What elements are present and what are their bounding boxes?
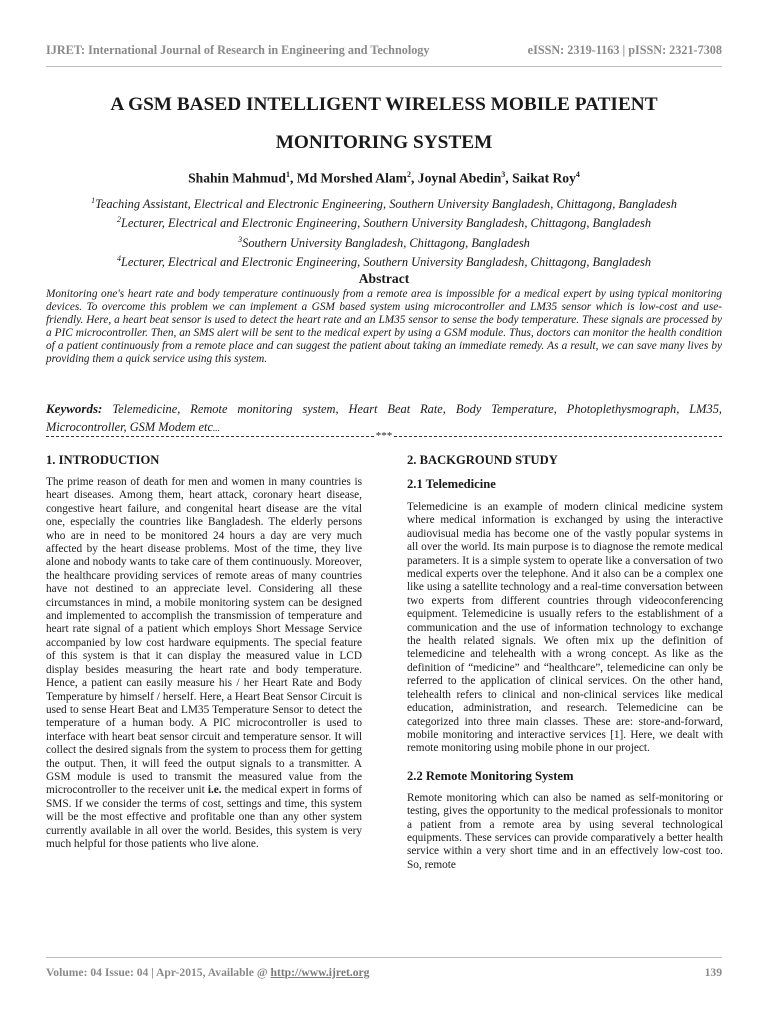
- affiliation-mark: 4: [116, 254, 121, 264]
- subsection-heading: 2.1 Telemedicine: [407, 477, 496, 491]
- affiliation: [40, 232, 728, 251]
- separator-dash-left: [46, 436, 374, 437]
- affiliation-list: [40, 193, 728, 271]
- affiliation: [40, 212, 728, 231]
- affiliation-text: Lecturer, Electrical and Electronic Engineering, Southern University Bangladesh, Chittagong, Bangladesh: [120, 216, 652, 231]
- author-mark: 1: [285, 170, 290, 179]
- footer-url-link[interactable]: http://www.ijret.org: [270, 966, 370, 979]
- affiliation: [40, 251, 728, 270]
- affiliation-text: Teaching Assistant, Electrical and Electronic Engineering, Southern University Bangladesh, Chittagong, Bangladesh: [95, 197, 677, 212]
- separator-stars: ***: [375, 430, 393, 442]
- abstract-heading: Abstract: [358, 271, 410, 286]
- journal-name: IJRET: International Journal of Research in Engineering and Technology: [46, 43, 430, 57]
- right-column: [407, 452, 723, 872]
- footer-volume-text: Volume: 04 Issue: 04 | Apr-2015, Available @: [46, 966, 271, 979]
- subsection-heading: 2.2 Remote Monitoring System: [407, 768, 574, 783]
- affiliation-text: Southern University Bangladesh, Chittagong, Bangladesh: [242, 235, 530, 250]
- author-name: Saikat Roy: [512, 170, 576, 186]
- paper-title: [40, 86, 728, 162]
- introduction-text: [46, 476, 362, 851]
- intro-text-part: the medical expert in forms of SMS. If we consider the terms of cost, settings and time, this system will be the most effective and profitable one than any other system currently available in all over the world. Besides, this system is very much helpful for those patients who live alone.: [46, 784, 363, 850]
- section-separator: [46, 431, 722, 441]
- author-separator: ,: [289, 170, 297, 186]
- footer-rule: [46, 957, 722, 958]
- author-mark: 4: [575, 170, 580, 179]
- author-name: Joynal Abedin: [417, 170, 502, 186]
- author-mark: 3: [501, 170, 506, 179]
- keywords-label: Keywords:: [46, 401, 103, 416]
- abstract-text: Monitoring one's heart rate and body temperature continuously from a remote area is impossible for a medical expert by using typical monitoring devices. To overcome this problem we can implement a GSM based system using microcontroller and LM35 sensor which is low-cost and use-friendly. Here, a heart beat sensor is used to detect the heart rate and an LM35 sensor to sense the body temperature. These signals are processed by a PIC microcontroller. Then, an SMS alert will be sent to the medical expert by using a GSM module. Thus, doctors can monitor the health condition of a patient continuously from a remote place and can suggest the patient about taking an immediate remedy. As a result, we can save many lives by providing them a quick service using this system.: [46, 288, 722, 365]
- affiliation-text: Lecturer, Electrical and Electronic Engineering, Southern University Bangladesh, Chittagong, Bangladesh: [120, 255, 652, 270]
- author-separator: ,: [505, 170, 513, 186]
- keywords-text: Telemedicine, Remote monitoring system, Heart Beat Rate, Body Temperature, Photoplethysmograph, LM35, Microcontroller, GSM Modem etc: [46, 402, 722, 435]
- title-line-2: MONITORING SYSTEM: [275, 132, 493, 153]
- header-rule: [46, 66, 722, 67]
- title-line-1: A GSM BASED INTELLIGENT WIRELESS MOBILE PATIENT: [110, 94, 658, 115]
- running-header: [46, 43, 722, 58]
- affiliation-mark: 1: [91, 196, 96, 205]
- page-footer: [46, 966, 722, 979]
- author-separator: ,: [411, 170, 418, 186]
- remote-monitoring-text: Remote monitoring which can also be named as self-monitoring or testing, gives the opportunity to the medical professionals to monitor a patient from a remote area by using several technological equipments. These services can provide comparatively a better health service within a very short time and in an effectively low-cost too. So, remote: [407, 791, 723, 871]
- intro-ie: i.e.: [207, 784, 222, 797]
- affiliation-mark: 2: [116, 215, 121, 225]
- intro-text-part: The prime reason of death for men and women in many countries is heart diseases. Among them, heart attack, coronary heart disease, congestive heart failure, and congenital heart disease are the vital one, especially the countries like Bangladesh. The elderly persons who are in need to be monitored 24 hours a day are very much affected by the heart disease problems. Most of the time, they live alone and nobody wants to take care of them continuously. Moreover, the healthcare providing services of remote areas of many countries have not destined to an appreciate level. Considering all these circumstances in mind, a mobile monitoring system can be designed and implemented to accomplish the transmission of temperature and heart rate signal of a patient which employs Short Message Service accompanied by low cost hardware equipments. The special feature of this system is that it can display the measured value in LCD display besides measuring the heart rate and body temperature. Hence, a patient can easily measure his / her Heart Rate and Body Temperature by himself / herself. Here, a Heart Beat Sensor Circuit is used to sense Heart Beat and LM35 Temperature Sensor to detect the temperature of a human body. A PIC microcontroller is used to interface with heart beat sensor circuit and temperature sensor. It will collect the desired signals from the system to process them for getting the output. Then, it will feed the output signals to a transmitter. A GSM module is used to transmit the measured value from the microcontroller to the receiver unit: [46, 476, 362, 797]
- section-heading: 2. BACKGROUND STUDY: [407, 453, 558, 467]
- affiliation: [40, 193, 728, 212]
- author-mark: 2: [407, 170, 411, 179]
- left-column: [46, 452, 362, 851]
- telemedicine-text: Telemedicine is an example of modern clinical medicine system where medical information is exchanged by using the interactive audiovisual media has become one of the vastly popular systems in all over the world. Its main purpose is to diagnose the remote medical parameters. It is a simple system to operate like a conversation of two medical experts over the telephone. And it also can be a complex one like using a satellite technology and a real-time conversation between two experts from different countries through videoconferencing equipment. Telemedicine is usually refers to the establishment of a communication and the use of information technology to exchange the health related signals. We often mix up the definition of telemedicine and telehealth with a wrong concept. As like as the definition of “medicine” and “healthcare”, telemedicine can only be referred to the application of clinical services. On the other hand, telehealth refers to clinical and non-clinical services like medical education, administration, and research. Telemedicine can be categorized into three main classes. These are: store-and-forward, mobile monitoring and interactive services [1]. Here, we dealt with remote monitoring using mobile phone in our project.: [407, 501, 723, 755]
- author-name: Shahin Mahmud: [188, 170, 286, 186]
- affiliation-mark: 3: [238, 234, 243, 244]
- footer-volume: [46, 966, 369, 979]
- author-list: [40, 170, 728, 187]
- section-heading: 1. INTRODUCTION: [46, 453, 160, 467]
- keywords-ellipsis: ...: [213, 423, 220, 434]
- separator-dash-right: [394, 436, 722, 437]
- issn-info: eISSN: 2319-1163 | pISSN: 2321-7308: [527, 43, 722, 57]
- author-name: Md Morshed Alam: [296, 170, 407, 186]
- page-number: 139: [704, 966, 722, 979]
